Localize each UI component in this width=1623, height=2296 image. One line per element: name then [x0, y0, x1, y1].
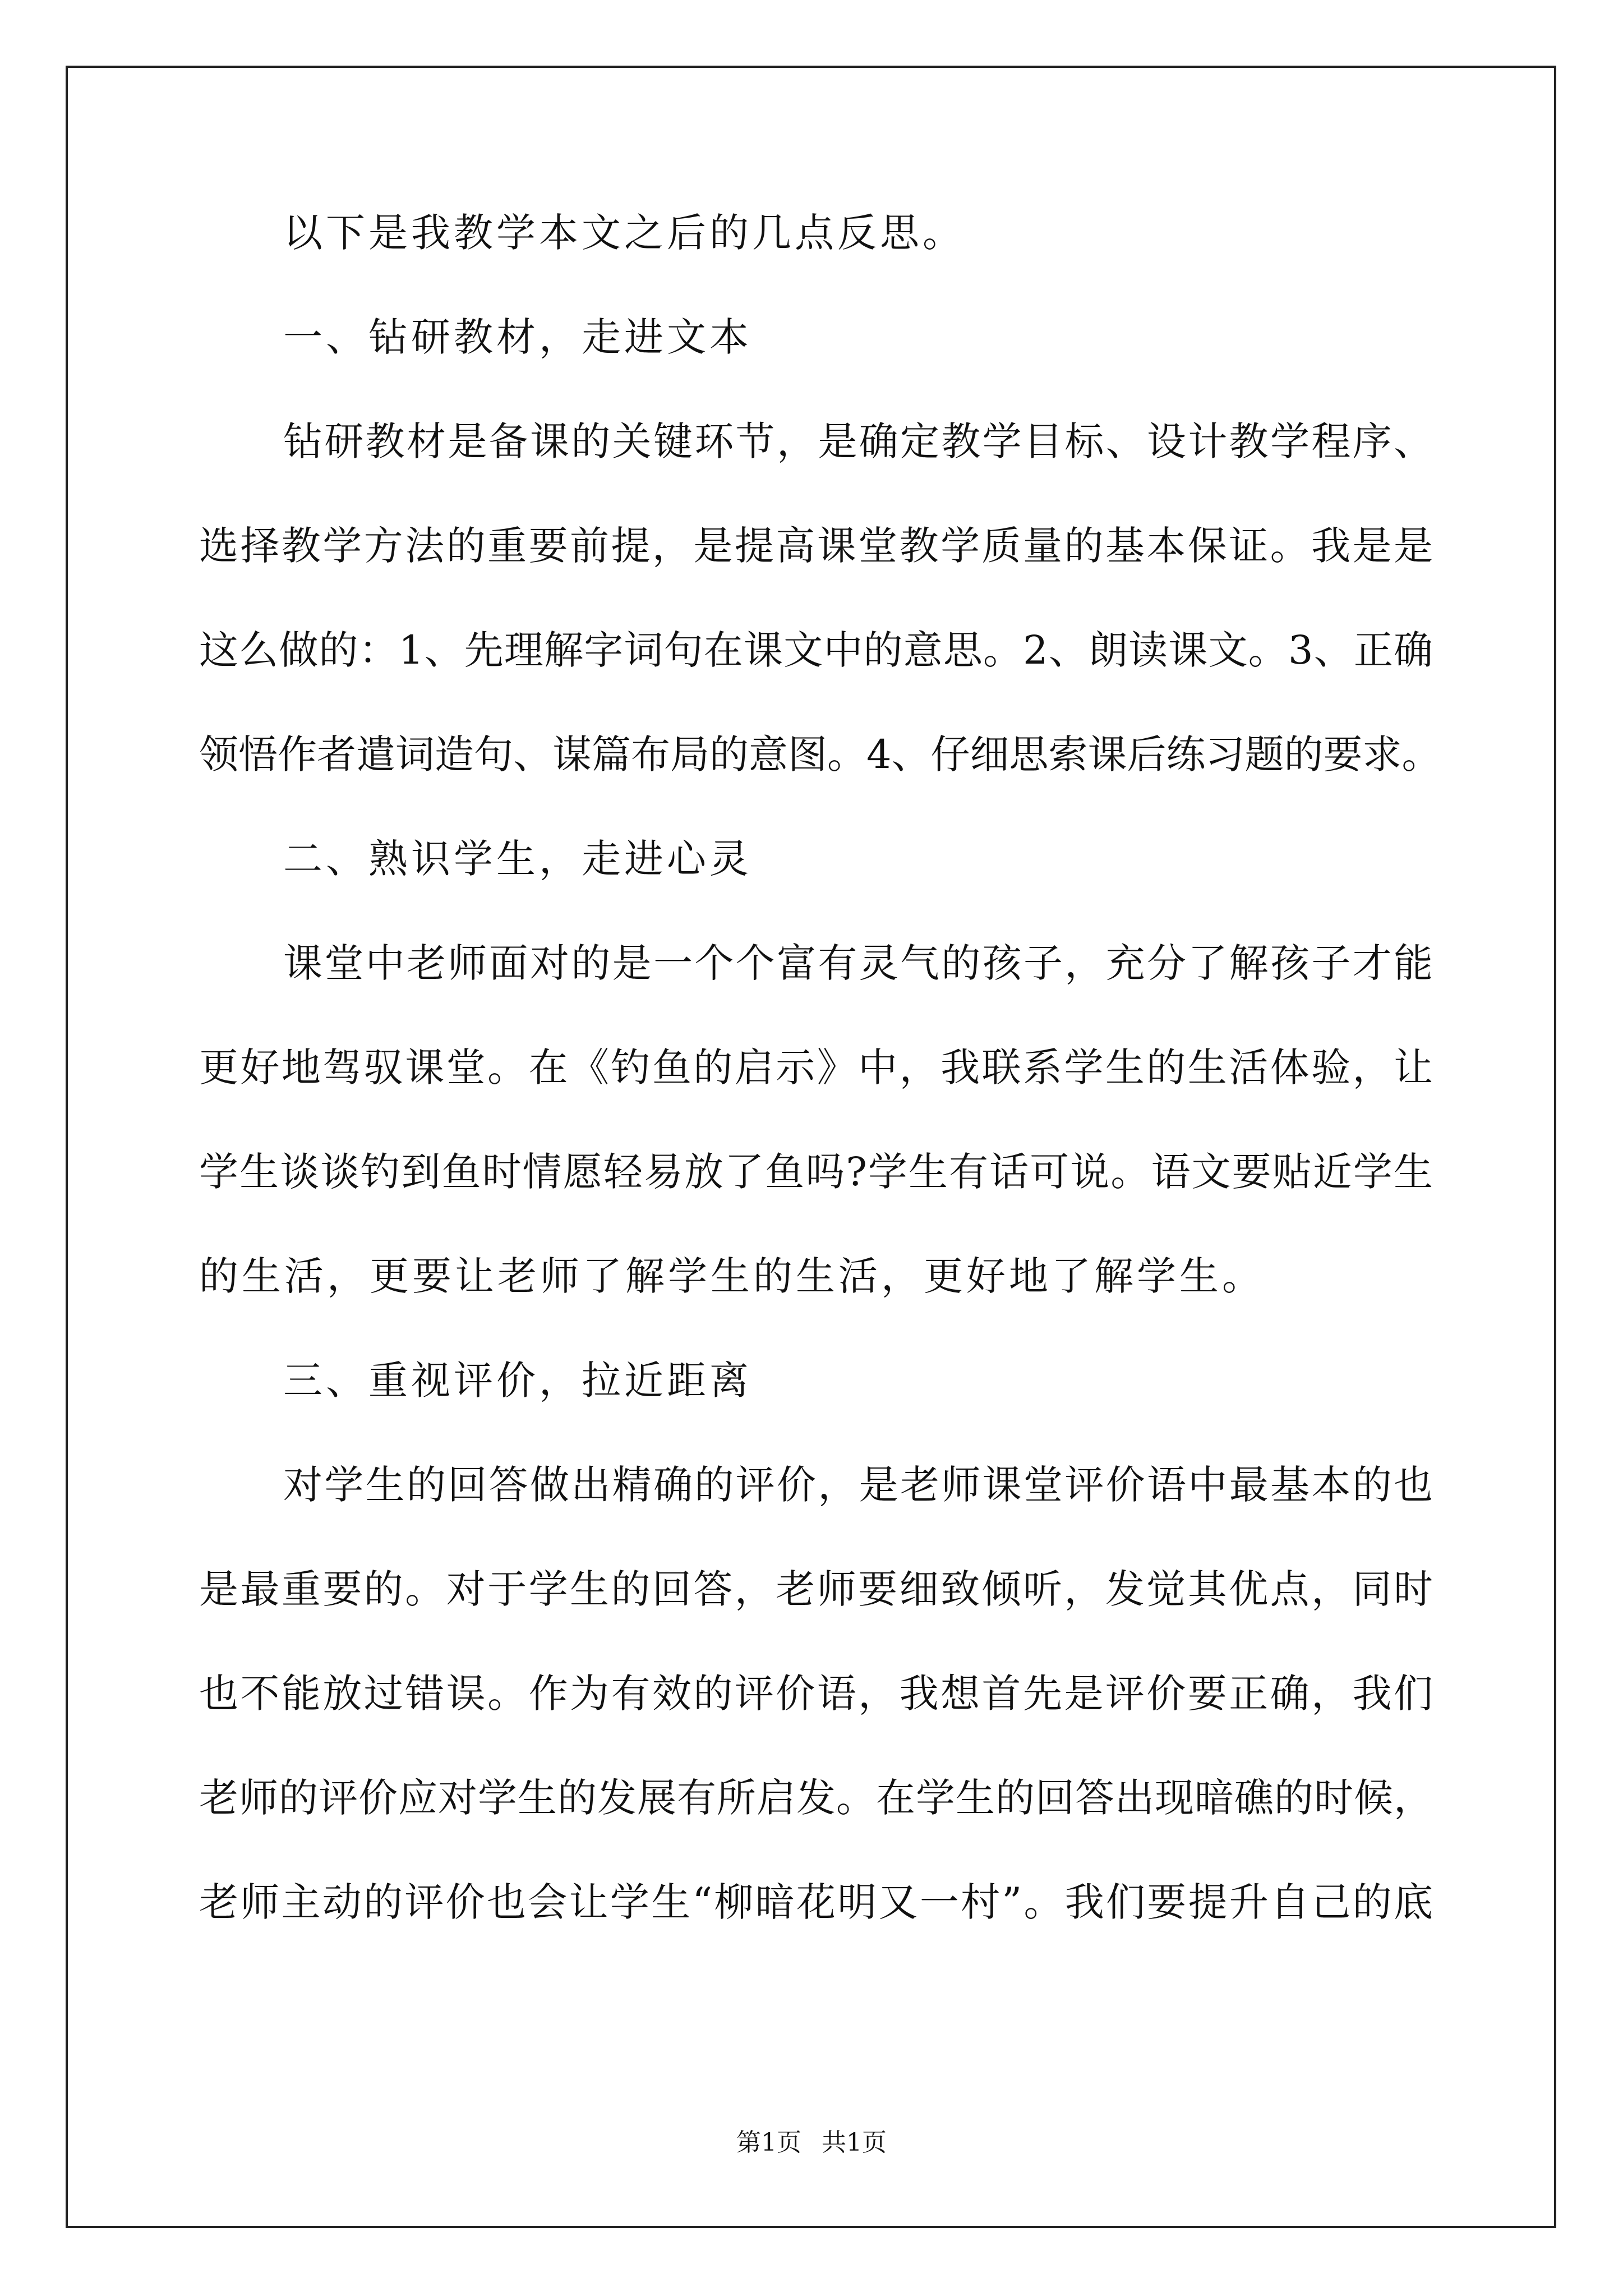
paragraph-line: 领悟作者遣词造句、谋篇布局的意图。4、仔细思索课后练习题的要求。 [199, 731, 1441, 777]
paragraph-line: 老师的评价应对学生的发展有所启发。在学生的回答出现暗礁的时候， [199, 1775, 1433, 1821]
paragraph-line: 老师主动的评价也会让学生“柳暗花明又一村”。我们要提升自己的底 [199, 1879, 1433, 1925]
page-total: 共1页 [822, 2128, 887, 2157]
paragraph-line: 学生谈谈钓到鱼时情愿轻易放了鱼吗?学生有话可说。语文要贴近学生 [199, 1149, 1433, 1195]
paragraph-line: 钻研教材是备课的关键环节，是确定教学目标、设计教学程序、 [283, 418, 1433, 464]
paragraph-line: 课堂中老师面对的是一个个富有灵气的孩子，充分了解孩子才能 [283, 940, 1433, 986]
paragraph-line: 也不能放过错误。作为有效的评价语，我想首先是评价要正确，我们 [199, 1671, 1433, 1717]
paragraph-line: 的生活，更要让老师了解学生的生活，更好地了解学生。 [199, 1253, 1265, 1299]
page-footer [0, 2126, 1623, 2160]
section-heading: 一、钻研教材，走进文本 [283, 314, 752, 360]
section-heading: 三、重视评价，拉近距离 [283, 1358, 752, 1404]
paragraph-line: 是最重要的。对于学生的回答，老师要细致倾听，发觉其优点，同时 [199, 1566, 1433, 1612]
page-number: 第1页 [736, 2128, 801, 2157]
paragraph-line: 更好地驾驭课堂。在《钓鱼的启示》中，我联系学生的生活体验，让 [199, 1045, 1433, 1091]
section-heading: 二、熟识学生，走进心灵 [283, 836, 752, 882]
paragraph-line: 以下是我教学本文之后的几点反思。 [283, 210, 965, 256]
paragraph-line: 这么做的：1、先理解字词句在课文中的意思。2、朗读课文。3、正确 [199, 627, 1433, 673]
paragraph-line: 选择教学方法的重要前提，是提高课堂教学质量的基本保证。我是是 [199, 523, 1433, 569]
paragraph-line: 对学生的回答做出精确的评价，是老师课堂评价语中最基本的也 [283, 1462, 1433, 1508]
